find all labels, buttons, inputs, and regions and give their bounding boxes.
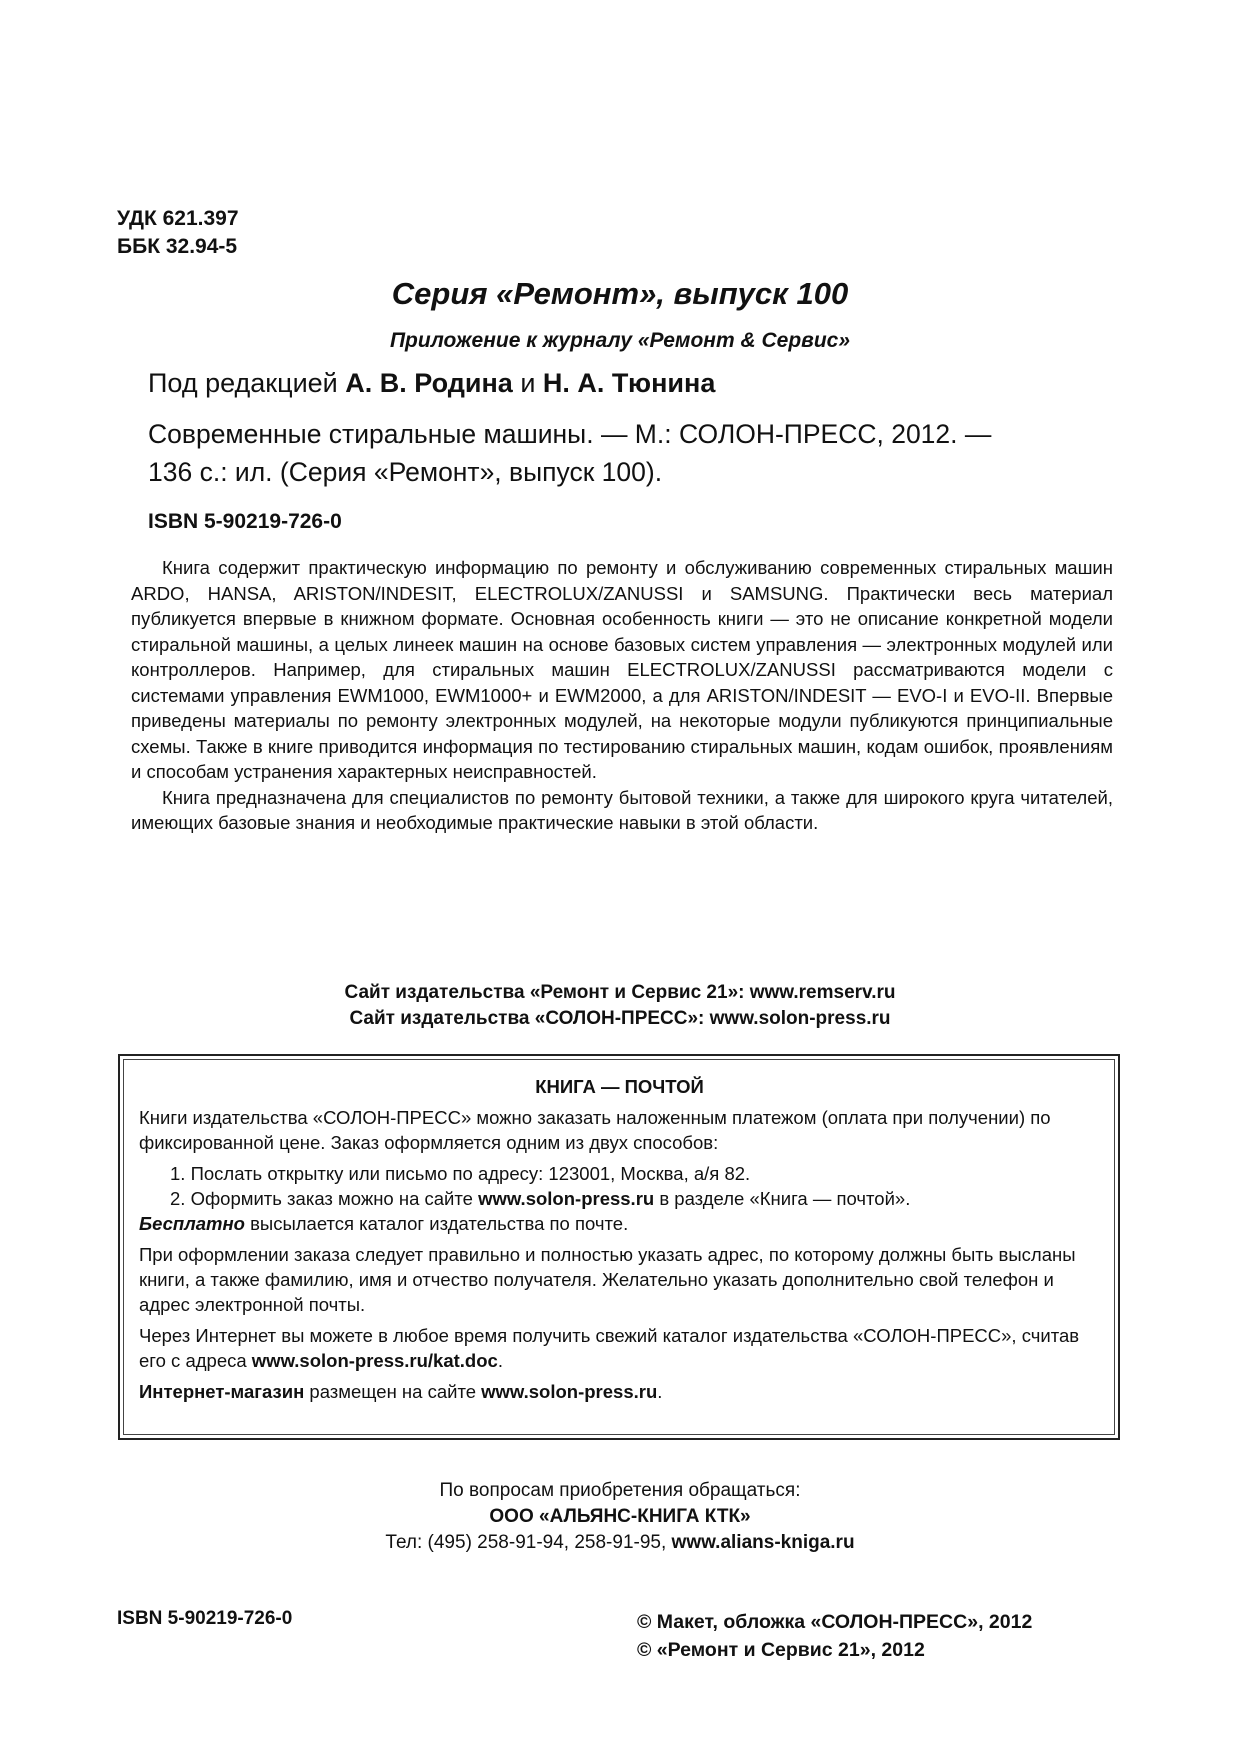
editors-prefix: Под редакцией	[148, 368, 346, 398]
udk-code: УДК 621.397	[117, 207, 239, 230]
publisher-sites	[0, 980, 1240, 1032]
citation-line-2: 136 с.: ил. (Серия «Ремонт», выпуск 100).	[148, 457, 663, 487]
free-bold: Бесплатно	[139, 1213, 245, 1234]
shop-post: .	[657, 1381, 663, 1402]
editor-2: Н. А. Тюнина	[542, 368, 716, 398]
step-2-link[interactable]: www.solon-press.ru	[478, 1188, 655, 1209]
shop-link[interactable]: www.solon-press.ru	[481, 1381, 658, 1402]
abstract-paragraph-1: Книга содержит практическую информацию по ремонту и обслуживанию современных стиральных машин ARDO, HANSA, ARISTON/INDESIT, ELECTROLUX/ZANUSSI и SAMSUNG. Практически весь материал публикуется впервые в книжном формате. Основная особенность книги — это не описание конкретной модели стиральной машины, а целых линеек машин на основе базовых систем управления — электронных модулей или контроллеров. Например, для стиральных машин ELECTROLUX/ZANUSSI рассматриваются модели с системами управления EWM1000, EWM1000+ и EWM2000, а для ARISTON/INDESIT — EVO-I и EVO-II. Впервые приведены материалы по ремонту электронных модулей, на некоторые модули публикуются принципиальные схемы. Также в книге приводится информация по тестированию стиральных машин, кодам ошибок, проявлениям и способам устранения характерных неисправностей.	[131, 557, 1113, 782]
free-catalog-line	[139, 1211, 1100, 1236]
shop-bold: Интернет-магазин	[139, 1381, 305, 1402]
catalog-post: .	[497, 1350, 503, 1371]
contact-phone-line	[0, 1530, 1240, 1556]
contact-site[interactable]: www.alians-kniga.ru	[671, 1532, 855, 1553]
copyright-line-2: © «Ремонт и Сервис 21», 2012	[637, 1639, 925, 1661]
contact-company: ООО «АЛЬЯНС-КНИГА КТК»	[489, 1506, 751, 1527]
mail-order-step-2	[139, 1186, 1100, 1211]
series-supplement: Приложение к журналу «Ремонт & Сервис»	[389, 329, 851, 352]
purchase-contact	[0, 1478, 1240, 1556]
series-title: Серия «Ремонт», выпуск 100	[391, 276, 849, 311]
site-line-remserv: Сайт издательства «Ремонт и Сервис 21»: www.remserv.ru	[344, 982, 896, 1003]
contact-line-1: По вопросам приобретения обращаться:	[439, 1480, 801, 1501]
free-rest: высылается каталог издательства по почте.	[244, 1213, 629, 1234]
bbk-code: ББК 32.94-5	[117, 235, 238, 258]
catalog-download	[139, 1323, 1100, 1373]
classification-codes	[117, 205, 239, 261]
shop-mid: размещен на сайте	[304, 1381, 482, 1402]
site-line-solon: Сайт издательства «СОЛОН-ПРЕСС»: www.solon-press.ru	[349, 1008, 891, 1029]
mail-order-intro: Книги издательства «СОЛОН-ПРЕСС» можно заказать наложенным платежом (оплата при получении) по фиксированной цене. Заказ оформляется одним из двух способов:	[139, 1107, 1051, 1153]
contact-phone: Тел: (495) 258-91-94, 258-91-95,	[385, 1532, 672, 1553]
copyright-line-1: © Макет, обложка «СОЛОН-ПРЕСС», 2012	[637, 1611, 1033, 1633]
mail-order-box-inner	[123, 1059, 1115, 1435]
editor-1: А. В. Родина	[345, 368, 513, 398]
abstract-paragraph-2: Книга предназначена для специалистов по ремонту бытовой техники, а также для широкого круга читателей, имеющих базовые знания и необходимые практические навыки в этой области.	[131, 786, 1113, 833]
copyright	[637, 1608, 1032, 1664]
mail-order-title: КНИГА — ПОЧТОЙ	[535, 1076, 704, 1097]
step-2-post: в разделе «Книга — почтой».	[654, 1188, 911, 1209]
editors-line	[148, 368, 715, 399]
bibliographic-citation	[148, 415, 1108, 491]
isbn-bottom: ISBN 5-90219-726-0	[117, 1608, 293, 1629]
online-shop-line	[139, 1379, 1100, 1404]
catalog-pre: Через Интернет вы можете в любое время получить свежий каталог издательства «СОЛОН-ПРЕСС», считав его с адреса	[139, 1325, 1080, 1371]
citation-line-1: Современные стиральные машины. — М.: СОЛОН-ПРЕСС, 2012. —	[148, 419, 992, 449]
catalog-link[interactable]: www.solon-press.ru/kat.doc	[251, 1350, 498, 1371]
order-note: При оформлении заказа следует правильно и полностью указать адрес, по которому должны быть высланы книги, а также фамилию, имя и отчество получателя. Желательно указать дополнительно свой телефон и адрес электронной почты.	[139, 1244, 1076, 1315]
step-2-pre: 2. Оформить заказ можно на сайте	[170, 1188, 479, 1209]
isbn-top: ISBN 5-90219-726-0	[148, 510, 342, 533]
abstract	[131, 555, 1113, 836]
mail-order-box	[118, 1054, 1120, 1440]
mail-order-step-1: 1. Послать открытку или письмо по адресу: 123001, Москва, а/я 82.	[170, 1163, 751, 1184]
editors-conj: и	[512, 368, 543, 398]
